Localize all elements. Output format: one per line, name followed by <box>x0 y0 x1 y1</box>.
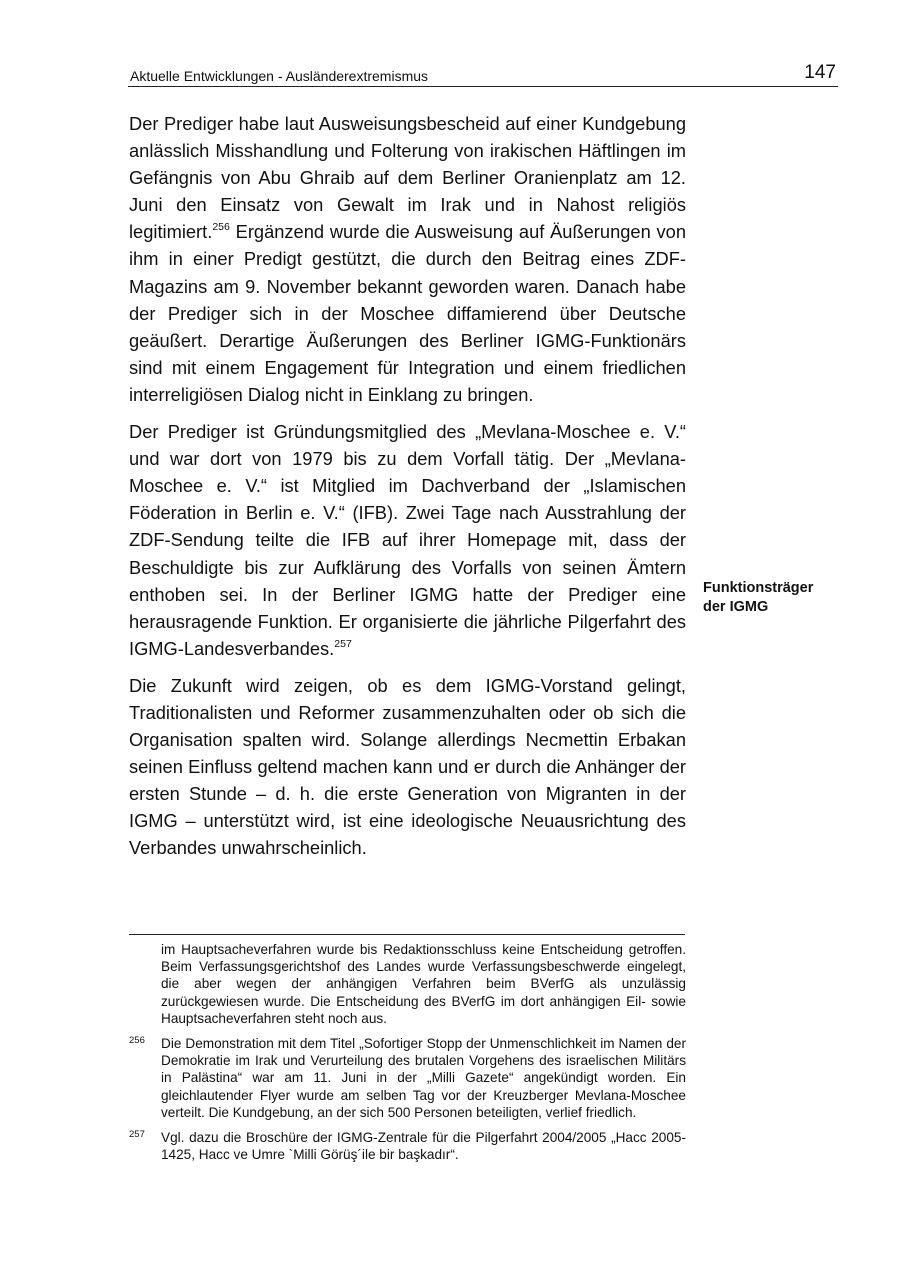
footnote-257 <box>129 1129 686 1163</box>
running-title: Aktuelle Entwicklungen - Ausländerextremismus <box>130 68 429 84</box>
main-text <box>129 110 686 872</box>
paragraph-text: Der Prediger habe laut Ausweisungsbescheid auf einer Kundgebung anlässlich Misshandlung und Folterung von irakischen Häftlingen im Gefängnis von Abu Ghraib auf dem Berliner Oranienplatz am 12. Juni den Einsatz von Gewalt im Irak und in Nahost religiös legitimiert. <box>129 113 686 243</box>
paragraph-1 <box>129 110 686 408</box>
paragraph-text: Der Prediger ist Gründungsmitglied des „Mevlana-Moschee e. V.“ und war dort von 1979 bis zu dem Vorfall tätig. Der „Mevlana-Moschee e. V.“ ist Mitglied im Dachverband der „Islamischen Föderation in Berlin e. V.“ (IFB). Zwei Tage nach Ausstrahlung der ZDF-Sendung teilte die IFB auf ihrer Homepage mit, dass der Beschuldigte bis zur Aufklärung des Vorfalls von seinen Ämtern enthoben sei. In der Berliner IGMG hatte der Prediger eine herausragende Funktion. Er organisierte die jährliche Pilgerfahrt des IGMG-Landesverbandes. <box>129 421 686 659</box>
footnote-number: 257 <box>129 1129 145 1141</box>
footnote-text: Vgl. dazu die Broschüre der IGMG-Zentrale für die Pilgerfahrt 2004/2005 „Hacc 2005-1425, Hacc ve Umre `Milli Görüş´ile bir başkadır“. <box>161 1130 686 1163</box>
running-header <box>128 62 838 87</box>
margin-note-line-1: Funktionsträger <box>703 580 814 596</box>
footnote-separator <box>129 934 685 935</box>
paragraph-2 <box>129 418 686 662</box>
paragraph-text: Die Zukunft wird zeigen, ob es dem IGMG-Vorstand gelingt, Traditionalisten und Reformer zusammenzuhalten oder ob sich die Organisation spalten wird. Solange allerdings Necmettin Erbakan seinen Einfluss geltend machen kann und er durch die Anhänger der ersten Stunde – d. h. die erste Generation von Migranten in der IGMG – unterstützt wird, ist eine ideologische Neuausrichtung des Verbandes unwahrscheinlich. <box>129 674 686 859</box>
page-number: 147 <box>804 62 836 83</box>
footnote-continuation <box>129 941 686 1027</box>
footnote-ref-257[interactable]: 257 <box>334 637 352 650</box>
footnote-text: Die Demonstration mit dem Titel „Sofortiger Stopp der Unmenschlichkeit im Namen der Demokratie im Irak und Verurteilung des brutalen Vorgehens des israelischen Militärs in Palästina“ war am 11. Juni in der „Milli Gazete“ angekündigt worden. Ein gleichlautender Flyer wurde am selben Tag vor der Kreuzberger Mevlana-Moschee verteilt. Die Kundgebung, an der sich 500 Personen beteiligten, verlief friedlich. <box>161 1036 686 1120</box>
margin-note <box>703 579 843 617</box>
footnotes <box>129 941 686 1171</box>
margin-note-line-2: der IGMG <box>703 599 769 615</box>
footnote-text: im Hauptsacheverfahren wurde bis Redaktionsschluss keine Entscheidung getroffen. Beim Verfassungsgerichtshof des Landes wurde Verfassungsbeschwerde eingelegt, die aber wegen der anhängigen Verfahren beim BVerfG als unzulässig zurückgewiesen wurde. Die Entscheidung des BVerfG im dort anhängigen Eil- sowie Hauptsacheverfahren steht noch aus. <box>161 942 686 1026</box>
paragraph-3 <box>129 672 686 862</box>
footnote-number: 256 <box>129 1035 145 1047</box>
footnote-256 <box>129 1035 686 1121</box>
paragraph-text-continued: Ergänzend wurde die Ausweisung auf Äußerungen von ihm in einer Predigt gestützt, die durch den Beitrag eines ZDF-Magazins am 9. November bekannt geworden waren. Danach habe der Prediger sich in der Moschee diffamierend über Deutsche geäußert. Derartige Äußerungen des Berliner IGMG-Funktionärs sind mit einem Engagement für Integration und einem friedlichen interreligiösen Dialog nicht in Einklang zu bringen. <box>129 221 686 405</box>
footnote-ref-256[interactable]: 256 <box>212 221 230 234</box>
